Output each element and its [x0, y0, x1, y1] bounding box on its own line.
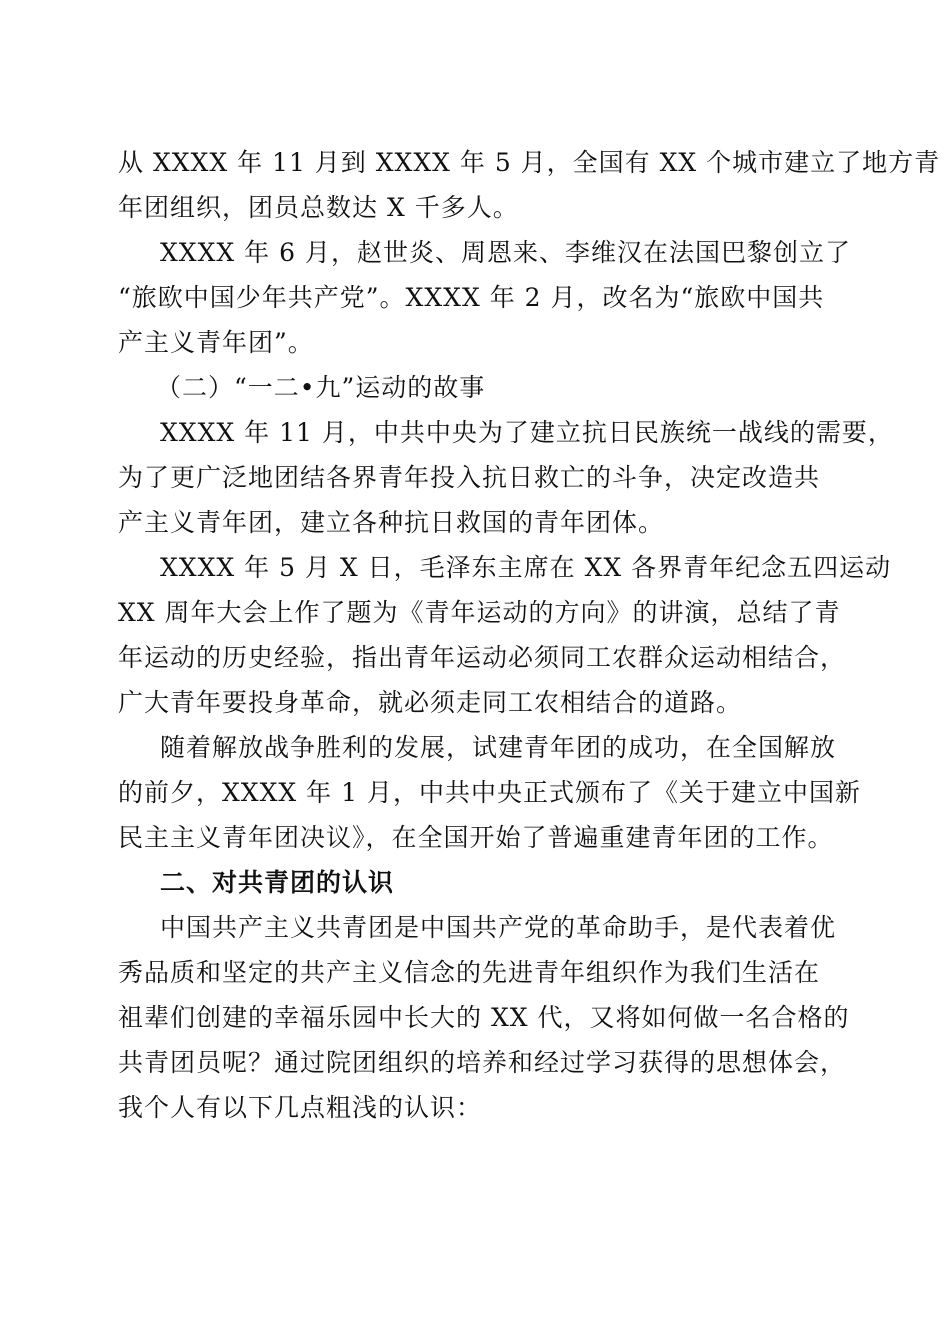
- paragraph-start-line: XXXX 年 5 月 X 日，毛泽东主席在 XX 各界青年纪念五四运动: [160, 553, 892, 582]
- text-line: 共青团员呢？通过院团组织的培养和经过学习获得的思想体会，: [118, 1048, 847, 1077]
- paragraph-start-line: 中国共产主义共青团是中国共产党的革命助手，是代表着优: [160, 913, 837, 942]
- text-line: 祖辈们创建的幸福乐园中长大的 XX 代，又将如何做一名合格的: [118, 1003, 850, 1032]
- text-line: 秀品质和坚定的共产主义信念的先进青年组织作为我们生活在: [118, 958, 821, 987]
- paragraph-start-line: XXXX 年 11 月，中共中央为了建立抗日民族统一战线的需要，: [160, 418, 894, 447]
- text-line: 民主主义青年团决议》，在全国开始了普遍重建青年团的工作。: [118, 823, 834, 852]
- document-body: [118, 140, 941, 1130]
- text-line: “旅欧中国少年共产党”。XXXX 年 2 月，改名为“旅欧中国共: [118, 283, 825, 312]
- text-line: 产主义青年团”。: [118, 328, 314, 357]
- text-line: 从 XXXX 年 11 月到 XXXX 年 5 月，全国有 XX 个城市建立了地方青: [118, 148, 941, 177]
- text-line: 广大青年要投身革命，就必须走同工农相结合的道路。: [118, 688, 743, 717]
- section-subheading: （二）“一二•九”运动的故事: [156, 373, 486, 402]
- text-line: XX 周年大会上作了题为《青年运动的方向》的讲演，总结了青: [118, 598, 841, 627]
- text-line: 为了更广泛地团结各界青年投入抗日救亡的斗争，决定改造共: [118, 463, 821, 492]
- text-line: 产主义青年团，建立各种抗日救国的青年团体。: [118, 508, 665, 537]
- paragraph-start-line: 随着解放战争胜利的发展，试建青年团的成功，在全国解放: [160, 733, 837, 762]
- text-line: 的前夕，XXXX 年 1 月，中共中央正式颁布了《关于建立中国新: [118, 778, 861, 807]
- text-line: 年运动的历史经验，指出青年运动必须同工农群众运动相结合，: [118, 643, 847, 672]
- paragraph-start-line: XXXX 年 6 月，赵世炎、周恩来、李维汉在法国巴黎创立了: [160, 238, 851, 267]
- text-line: 我个人有以下几点粗浅的认识：: [118, 1093, 483, 1122]
- text-line: 年团组织，团员总数达 X 千多人。: [118, 193, 519, 222]
- section-heading: 二、对共青团的认识: [160, 868, 395, 897]
